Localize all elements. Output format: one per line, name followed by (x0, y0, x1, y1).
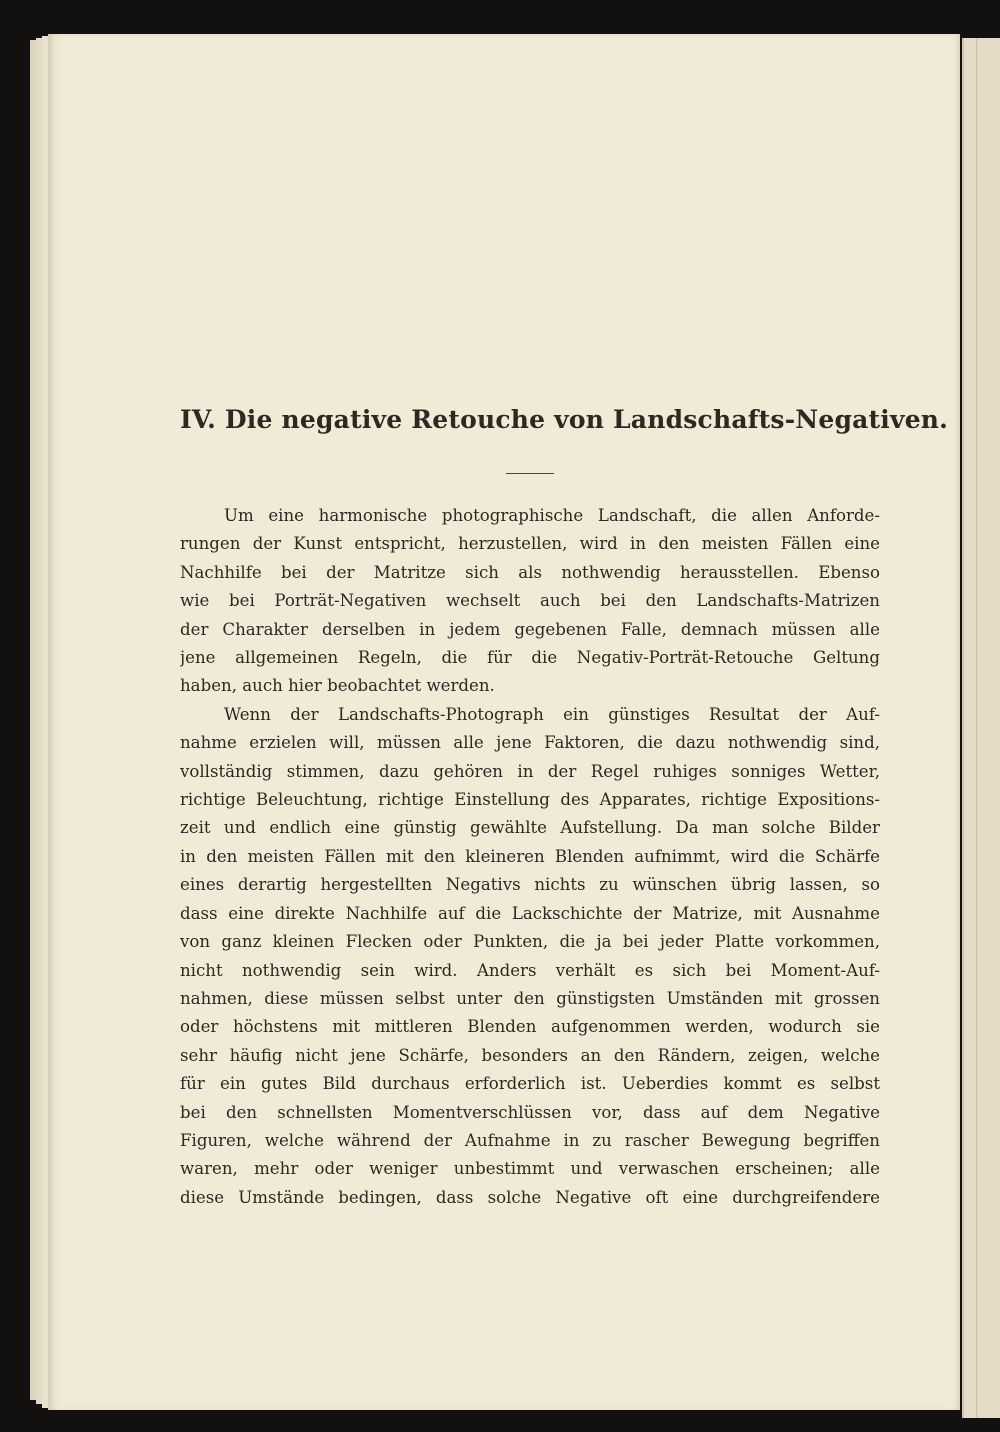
text-line: waren, mehr oder weniger unbestimmt und verwaschen erscheinen; alle (180, 1159, 880, 1179)
text-line: in den meisten Fällen mit den kleineren Blenden aufnimmt, wird die Schärfe (180, 846, 880, 866)
body-text (180, 502, 880, 1212)
text-line: sehr häufig nicht jene Schärfe, besonders an den Rändern, zeigen, welche (180, 1045, 880, 1065)
page-content (180, 360, 949, 1212)
text-line: für ein gutes Bild durchaus erforderlich ist. Ueberdies kommt es selbst (180, 1074, 880, 1094)
text-line: nicht nothwendig sein wird. Anders verhält es sich bei Moment-Auf- (180, 960, 880, 980)
text-line: von ganz kleinen Flecken oder Punkten, die ja bei jeder Platte vorkommen, (180, 932, 880, 952)
paragraph-1 (180, 502, 880, 701)
text-line: Um eine harmonische photographische Landschaft, die allen Anforde- (224, 506, 880, 525)
facing-page-edge (962, 38, 1000, 1418)
text-line: rungen der Kunst entspricht, herzustellen, wird in den meisten Fällen eine (180, 534, 880, 554)
text-line: nahmen, diese müssen selbst unter den günstigsten Umständen mit grossen (180, 988, 880, 1008)
text-line: Nachhilfe bei der Matritze sich als nothwendig herausstellen. Ebenso (180, 562, 880, 582)
text-line: oder höchstens mit mittleren Blenden aufgenommen werden, wodurch sie (180, 1017, 880, 1037)
title-divider (506, 473, 554, 474)
text-line: Wenn der Landschafts-Photograph ein günstiges Resultat der Auf- (224, 704, 880, 724)
text-line: wie bei Porträt-Negativen wechselt auch bei den Landschafts-Matrizen (180, 591, 880, 611)
text-line: eines derartig hergestellten Negativs nichts zu wünschen übrig lassen, so (180, 875, 880, 895)
paragraph-2 (180, 701, 880, 1212)
text-line: Figuren, welche während der Aufnahme in zu rascher Bewegung begriffen (180, 1130, 880, 1150)
text-line: bei den schnellsten Momentverschlüssen vor, dass auf dem Negative (180, 1102, 880, 1122)
text-line: haben, auch hier beobachtet werden. (180, 676, 495, 696)
text-line: dass eine direkte Nachhilfe auf die Lackschichte der Matrize, mit Ausnahme (180, 903, 880, 923)
text-line: vollständig stimmen, dazu gehören in der Regel ruhiges sonniges Wetter, (180, 761, 880, 781)
text-line: jene allgemeinen Regeln, die für die Negativ-Porträt-Retouche Geltung (180, 648, 880, 668)
text-line: richtige Beleuchtung, richtige Einstellung des Apparates, richtige Expositions- (180, 790, 880, 810)
text-line: diese Umstände bedingen, dass solche Negative oft eine durchgreifendere (180, 1187, 880, 1207)
text-line: nahme erzielen will, müssen alle jene Faktoren, die dazu nothwendig sind, (180, 733, 880, 753)
text-line: der Charakter derselben in jedem gegebenen Falle, demnach müssen alle (180, 619, 880, 639)
chapter-title: IV. Die negative Retouche von Landschafts-Negativen. (180, 405, 949, 434)
text-line: zeit und endlich eine günstig gewählte Aufstellung. Da man solche Bilder (180, 818, 880, 838)
